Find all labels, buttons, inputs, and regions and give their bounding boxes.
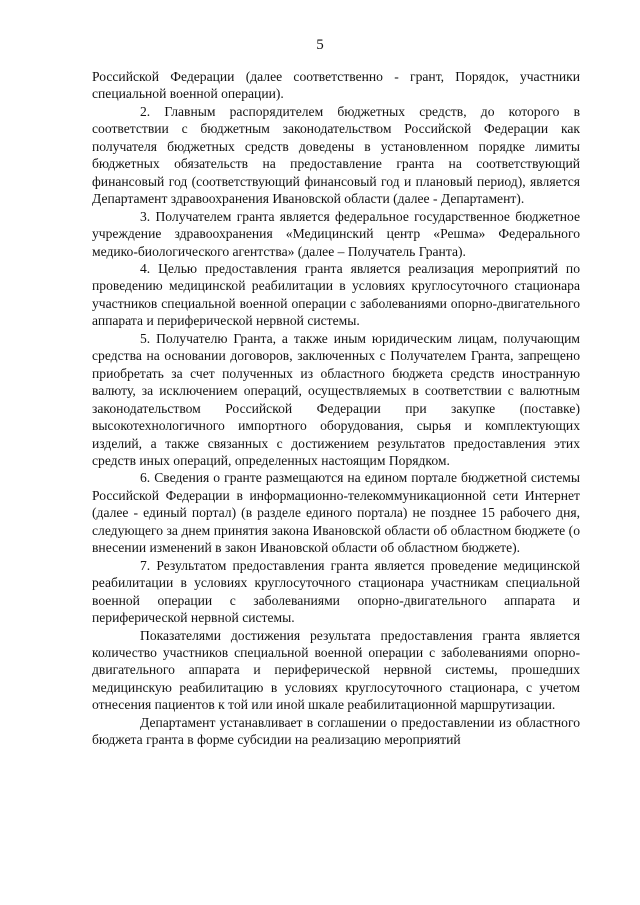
page-number: 5 bbox=[316, 37, 324, 53]
paragraph-department-agreement: Департамент устанавливает в соглашении о предоставлении из областного бюджета гранта в форме субсидии на реализацию мероприятий bbox=[92, 714, 580, 748]
paragraph-item-6: 6. Сведения о гранте размещаются на едином портале бюджетной системы Российской Федерации в информационно-телекоммуникационной сети Интернет (далее - единый портал) (в разделе единого портала) не позднее 15 рабочего дня, следующего за днем принятия закона Ивановской области об областном бюджете (о внесении изменений в закон Ивановской области об областном бюджете). bbox=[92, 470, 580, 556]
paragraph-item-5: 5. Получателю Гранта, а также иным юридическим лицам, получающим средства на основании договоров, заключенных с Получателем Гранта, запрещено приобретать за счет полученных из областного бюджета средств иностранную валюту, за исключением операций, осуществляемых в соответствии с валютным законодательством Российской Федерации при закупке (поставке) высокотехнологичного импортного оборудования, сырья и комплектующих изделий, а также связанных с достижением результатов предоставления этих средств иных операций, определенных настоящим Порядком. bbox=[92, 330, 580, 468]
paragraph-item-4: 4. Целью предоставления гранта является реализация мероприятий по проведению медицинской реабилитации в условиях круглосуточного стационара участников специальной военной операции с заболеваниями опорно-двигательного аппарата и периферической нервной системы. bbox=[92, 260, 580, 329]
paragraph-item-2: 2. Главным распорядителем бюджетных средств, до которого в соответствии с бюджетным законодательством Российской Федерации как получателя бюджетных средств доведены в установленном порядке лимиты бюджетных обязательств на предоставление гранта на соответствующий финансовый год (соответствующий финансовый год и плановый период), является Департамент здравоохранения Ивановской области (далее - Департамент). bbox=[92, 103, 580, 207]
paragraph-indicators: Показателями достижения результата предоставления гранта является количество участников специальной военной операции с заболеваниями опорно-двигательного аппарата и периферической нервной системы, прошедших медицинскую реабилитацию в условиях круглосуточного стационара, с учетом отнесения пациентов к той или иной шкале реабилитационной маршрутизации. bbox=[92, 627, 580, 713]
paragraph-item-3: 3. Получателем гранта является федеральное государственное бюджетное учреждение здравоохранения «Медицинский центр «Решма» Федерального медико-биологического агентства» (далее – Получатель Гранта). bbox=[92, 208, 580, 259]
paragraph-continuation: Российской Федерации (далее соответственно - грант, Порядок, участники специальной военной операции). bbox=[92, 69, 580, 102]
document-body bbox=[92, 68, 580, 749]
paragraph-item-7: 7. Результатом предоставления гранта является проведение медицинской реабилитации в условиях круглосуточного стационара участникам специальной военной операции с заболеваниями опорно-двигательного аппарата и периферической нервной системы. bbox=[92, 557, 580, 626]
